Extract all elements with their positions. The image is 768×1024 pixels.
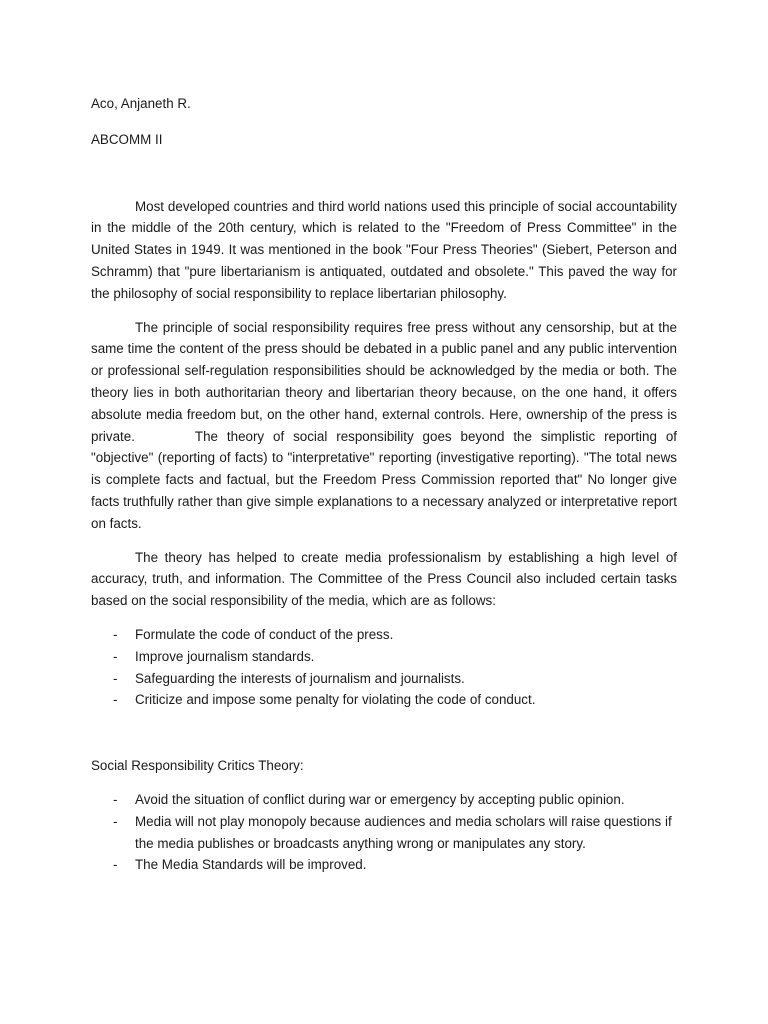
list-item-text: Safeguarding the interests of journalism and journalists. — [135, 670, 465, 686]
dash-bullet: - — [113, 813, 118, 829]
list-item-text: Improve journalism standards. — [135, 648, 315, 664]
paragraph-professionalism: The theory has helped to create media professionalism by establishing a high level of accuracy, truth, and information. The Committee of the Press Council also included certain tasks based on the social responsibility of the media, which are as follows: — [91, 549, 677, 609]
list-item — [91, 811, 677, 855]
list-item-text: Avoid the situation of conflict during war or emergency by accepting public opinion. — [135, 791, 625, 807]
paragraph-principle-part1: The principle of social responsibility requires free press without any censorship, but at the same time the content of the press should be debated in a public panel and any public intervention or professional self-regulation responsibilities should be acknowledged by the media or both. The theory lies in both authoritarian theory and libertarian theory because, on the one hand, it offers absolute media freedom but, on the other hand, external controls. Here, ownership of the press is private. — [91, 319, 677, 444]
list-item — [91, 624, 677, 646]
list-item-text: Criticize and impose some penalty for violating the code of conduct. — [135, 692, 536, 708]
paragraph-principle-part2: The theory of social responsibility goes beyond the simplistic reporting of "objective" (reporting of facts) to "interpretative" reporting (investigative reporting). "The total news is complete facts and factual, but the Freedom Press Commission reported that" No longer give facts truthfully rather than give simple explanations to a necessary analyzed or interpretative report on facts. — [91, 428, 677, 531]
list-item — [91, 789, 677, 811]
author-name: Aco, Anjaneth R. — [91, 96, 191, 111]
list-item — [91, 689, 677, 711]
paragraph-intro: Most developed countries and third world nations used this principle of social accountability in the middle of the 20th century, which is related to the "Freedom of Press Committee" in the United States in 1949. It was mentioned in the book "Four Press Theories" (Siebert, Peterson and Schramm) that "pure libertarianism is antiquated, outdated and obsolete." This paved the way for the philosophy of social responsibility to replace libertarian philosophy. — [91, 198, 677, 301]
dash-bullet: - — [113, 670, 118, 686]
dash-bullet: - — [113, 791, 118, 807]
list-item-text: Formulate the code of conduct of the press. — [135, 626, 394, 642]
dash-bullet: - — [113, 857, 118, 873]
paragraph-principle — [91, 317, 677, 535]
critics-list — [91, 789, 677, 876]
dash-bullet: - — [113, 648, 118, 664]
dash-bullet: - — [113, 692, 118, 708]
section-title-critics: Social Responsibility Critics Theory: — [91, 758, 304, 774]
course-label: ABCOMM II — [91, 131, 163, 147]
document-body — [91, 93, 677, 888]
list-item — [91, 668, 677, 690]
dash-bullet: - — [113, 626, 118, 642]
list-item-text: The Media Standards will be improved. — [135, 857, 367, 873]
list-item — [91, 854, 677, 876]
list-item — [91, 646, 677, 668]
list-item-text: Media will not play monopoly because audiences and media scholars will raise questions if the media publishes or broadcasts anything wrong or manipulates any story. — [135, 813, 672, 851]
tasks-list — [91, 624, 677, 711]
